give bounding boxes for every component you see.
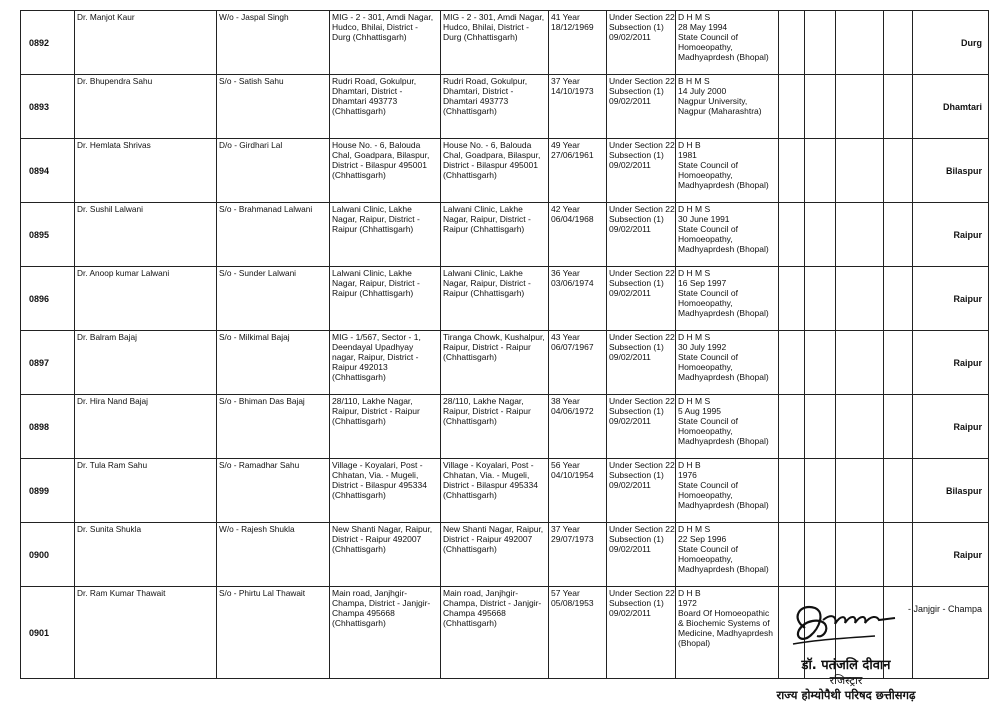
permanent-address-address1: New Shanti Nagar, Raipur, District - Raipur 492007 (Chhattisgarh) — [332, 524, 433, 554]
district-note-janjgir: - Janjgir - Champa — [908, 604, 983, 614]
empty-cell — [836, 523, 884, 587]
registration-section-subsection: Subsection (1) — [609, 214, 664, 224]
qualification-board: State Council of Homoeopathy, Madhyaprdesh (Bhopal) — [678, 224, 769, 254]
relation — [217, 587, 330, 679]
practice-address — [441, 139, 549, 203]
practitioner-name-name: Dr. Manjot Kaur — [77, 12, 135, 22]
district-district: Dhamtari — [942, 101, 982, 112]
empty-cell — [836, 11, 884, 75]
practice-address — [441, 11, 549, 75]
qualification — [676, 331, 779, 395]
practice-address-address2: 28/110, Lakhe Nagar, Raipur, District - Raipur (Chhattisgarh) — [443, 396, 531, 426]
age-dob — [549, 139, 607, 203]
reg-number — [21, 203, 75, 267]
practice-address — [441, 459, 549, 523]
age-dob — [549, 523, 607, 587]
district — [913, 331, 989, 395]
permanent-address-address1: Lalwani Clinic, Lakhe Nagar, Raipur, District - Raipur (Chhattisgarh) — [332, 268, 420, 298]
registration-section-reg-date: 09/02/2011 — [609, 352, 651, 362]
registration-section-subsection: Subsection (1) — [609, 86, 664, 96]
empty-cell — [884, 267, 913, 331]
age-dob-dob: 27/06/1961 — [551, 150, 594, 160]
registration-section-reg-date: 09/02/2011 — [609, 416, 651, 426]
registration-section-section: Under Section 22 — [609, 588, 675, 598]
table-row — [21, 459, 989, 523]
relation-relation: D/o - Girdhari Lal — [219, 140, 283, 150]
age-dob — [549, 11, 607, 75]
qualification — [676, 267, 779, 331]
qualification — [676, 11, 779, 75]
relation-relation: S/o - Phirtu Lal Thawait — [219, 588, 306, 598]
permanent-address — [330, 459, 441, 523]
practitioner-name-name: Dr. Hemlata Shrivas — [77, 140, 151, 150]
registration-section-subsection: Subsection (1) — [609, 22, 664, 32]
empty-cell — [805, 139, 836, 203]
age-dob-age: 38 Year — [551, 396, 580, 406]
empty-cell — [836, 75, 884, 139]
registration-section-section: Under Section 22 — [609, 76, 675, 86]
practitioner-name — [75, 267, 217, 331]
permanent-address-address1: 28/110, Lakhe Nagar, Raipur, District - Raipur (Chhattisgarh) — [332, 396, 420, 426]
empty-cell — [779, 203, 805, 267]
relation — [217, 331, 330, 395]
registration-section-section: Under Section 22 — [609, 524, 675, 534]
empty-cell — [805, 459, 836, 523]
age-dob — [549, 395, 607, 459]
empty-cell — [836, 459, 884, 523]
relation-relation: S/o - Ramadhar Sahu — [219, 460, 300, 470]
relation — [217, 459, 330, 523]
age-dob-age: 42 Year — [551, 204, 580, 214]
qualification-qual-date: 22 Sep 1996 — [678, 534, 727, 544]
table-row — [21, 203, 989, 267]
practice-address-address2: New Shanti Nagar, Raipur, District - Raipur 492007 (Chhattisgarh) — [443, 524, 544, 554]
qualification-qualification: D H B — [678, 588, 701, 598]
qualification-board: State Council of Homoeopathy, Madhyaprdesh (Bhopal) — [678, 544, 769, 574]
practitioner-name — [75, 139, 217, 203]
registration-section-section: Under Section 22 — [609, 268, 675, 278]
qualification — [676, 459, 779, 523]
permanent-address-address1: MIG - 1/567, Sector - 1, Deendayal Upadhyay nagar, Raipur, District - Raipur 492013 (Chhattisgarh) — [332, 332, 421, 382]
district-district: Raipur — [953, 293, 982, 304]
qualification-board: Nagpur University, Nagpur (Maharashtra) — [678, 96, 762, 116]
registration-section-reg-date: 09/02/2011 — [609, 224, 651, 234]
district-district: Raipur — [953, 229, 982, 240]
district — [913, 459, 989, 523]
registration-section-subsection: Subsection (1) — [609, 278, 664, 288]
practitioner-name-name: Dr. Sushil Lalwani — [77, 204, 143, 214]
table-row — [21, 395, 989, 459]
qualification-qualification: D H M S — [678, 524, 711, 534]
empty-cell — [836, 331, 884, 395]
age-dob — [549, 267, 607, 331]
empty-cell — [779, 331, 805, 395]
practitioner-name — [75, 11, 217, 75]
practitioner-name — [75, 203, 217, 267]
permanent-address-address1: House No. - 6, Balouda Chal, Goadpara, Bilaspur, District - Bilaspur 495001 (Chhattisgarh) — [332, 140, 430, 180]
reg-number-no: 0893 — [29, 101, 50, 112]
permanent-address — [330, 331, 441, 395]
age-dob-dob: 18/12/1969 — [551, 22, 594, 32]
reg-number-no: 0901 — [29, 627, 50, 638]
empty-cell — [884, 139, 913, 203]
age-dob-age: 57 Year — [551, 588, 580, 598]
registration-section-reg-date: 09/02/2011 — [609, 544, 651, 554]
reg-number — [21, 75, 75, 139]
practitioner-name — [75, 331, 217, 395]
practitioner-name-name: Dr. Ram Kumar Thawait — [77, 588, 166, 598]
relation — [217, 395, 330, 459]
district — [913, 523, 989, 587]
relation-relation: S/o - Brahmanad Lalwani — [219, 204, 313, 214]
practitioner-name-name: Dr. Hira Nand Bajaj — [77, 396, 149, 406]
age-dob — [549, 459, 607, 523]
district — [913, 139, 989, 203]
table-row — [21, 139, 989, 203]
empty-cell — [884, 11, 913, 75]
registration-section-subsection: Subsection (1) — [609, 150, 664, 160]
registration-section-reg-date: 09/02/2011 — [609, 288, 651, 298]
empty-cell — [836, 267, 884, 331]
practitioner-name — [75, 459, 217, 523]
practice-address-address2: Village - Koyalari, Post - Chhatan, Via. - Mugeli, District - Bilaspur 495334 (Chhattisgarh) — [443, 460, 538, 500]
registration-section-reg-date: 09/02/2011 — [609, 608, 651, 618]
reg-number-no: 0899 — [29, 485, 50, 496]
district-district: Raipur — [953, 421, 982, 432]
empty-cell — [779, 75, 805, 139]
registrar-title: रजिस्ट्रार — [829, 674, 863, 687]
age-dob-dob: 05/08/1953 — [551, 598, 594, 608]
qualification-board: State Council of Homoeopathy, Madhyaprdesh (Bhopal) — [678, 160, 769, 190]
table-row — [21, 267, 989, 331]
relation-relation: W/o - Jaspal Singh — [219, 12, 289, 22]
permanent-address — [330, 75, 441, 139]
age-dob-dob: 14/10/1973 — [551, 86, 594, 96]
qualification-qualification: B H M S — [678, 76, 710, 86]
registration-section — [607, 587, 676, 679]
empty-cell — [836, 139, 884, 203]
qualification-qualification: D H M S — [678, 204, 711, 214]
qualification-board: Board Of Homoeopathic & Biochemic Systems of Medicine, Madhyaprdesh (Bhopal) — [678, 608, 773, 648]
qualification-board: State Council of Homoeopathy, Madhyaprdesh (Bhopal) — [678, 480, 769, 510]
qualification-qual-date: 5 Aug 1995 — [678, 406, 722, 416]
registration-section-section: Under Section 22 — [609, 204, 675, 214]
empty-cell — [884, 523, 913, 587]
empty-cell — [836, 203, 884, 267]
practice-address-address2: House No. - 6, Balouda Chal, Goadpara, Bilaspur, District - Bilaspur 495001 (Chhattisgarh) — [443, 140, 541, 180]
reg-number — [21, 459, 75, 523]
reg-number — [21, 331, 75, 395]
district — [913, 11, 989, 75]
registration-section-reg-date: 09/02/2011 — [609, 160, 651, 170]
age-dob-dob: 06/07/1967 — [551, 342, 594, 352]
registration-section-reg-date: 09/02/2011 — [609, 96, 651, 106]
registration-section-reg-date: 09/02/2011 — [609, 480, 651, 490]
qualification — [676, 203, 779, 267]
relation-relation: W/o - Rajesh Shukla — [219, 524, 295, 534]
age-dob — [549, 203, 607, 267]
registration-section — [607, 75, 676, 139]
relation-relation: S/o - Satish Sahu — [219, 76, 284, 86]
empty-cell — [779, 11, 805, 75]
reg-number — [21, 523, 75, 587]
practitioner-name-name: Dr. Bhupendra Sahu — [77, 76, 153, 86]
registration-section — [607, 203, 676, 267]
register-sheet — [20, 10, 988, 679]
reg-number — [21, 395, 75, 459]
empty-cell — [884, 75, 913, 139]
relation — [217, 203, 330, 267]
relation — [217, 139, 330, 203]
district-district: Bilaspur — [945, 485, 982, 496]
qualification-qual-date: 30 July 1992 — [678, 342, 727, 352]
qualification-qualification: D H M S — [678, 268, 711, 278]
age-dob-dob: 04/10/1954 — [551, 470, 594, 480]
qualification-board: State Council of Homoeopathy, Madhyaprdesh (Bhopal) — [678, 32, 769, 62]
registration-section-section: Under Section 22 — [609, 396, 675, 406]
practitioner-name-name: Dr. Tula Ram Sahu — [77, 460, 148, 470]
practice-address — [441, 523, 549, 587]
reg-number — [21, 587, 75, 679]
practice-address-address2: Rudri Road, Gokulpur, Dhamtari, District - Dhamtari 493773 (Chhattisgarh) — [443, 76, 528, 116]
qualification-qual-date: 28 May 1994 — [678, 22, 728, 32]
qualification-qualification: D H M S — [678, 396, 711, 406]
practice-address-address2: Lalwani Clinic, Lakhe Nagar, Raipur, District - Raipur (Chhattisgarh) — [443, 204, 531, 234]
registration-section — [607, 331, 676, 395]
district-district: Bilaspur — [945, 165, 982, 176]
qualification-qual-date: 1976 — [678, 470, 697, 480]
age-dob-age: 49 Year — [551, 140, 580, 150]
relation-relation: S/o - Bhiman Das Bajaj — [219, 396, 305, 406]
relation — [217, 267, 330, 331]
district — [913, 395, 989, 459]
empty-cell — [836, 395, 884, 459]
registration-section-section: Under Section 22 — [609, 140, 675, 150]
registration-section — [607, 395, 676, 459]
qualification-qual-date: 16 Sep 1997 — [678, 278, 727, 288]
register-table — [20, 10, 989, 679]
practice-address — [441, 331, 549, 395]
registration-section-subsection: Subsection (1) — [609, 598, 664, 608]
reg-number-no: 0900 — [29, 549, 50, 560]
qualification-qualification: D H B — [678, 460, 701, 470]
empty-cell — [779, 395, 805, 459]
practice-address-address2: MIG - 2 - 301, Amdi Nagar, Hudco, Bhilai, District - Durg (Chhattisgarh) — [443, 12, 545, 42]
registration-section-subsection: Subsection (1) — [609, 470, 664, 480]
registration-section-subsection: Subsection (1) — [609, 342, 664, 352]
reg-number — [21, 267, 75, 331]
age-dob — [549, 75, 607, 139]
empty-cell — [779, 267, 805, 331]
reg-number — [21, 139, 75, 203]
age-dob-age: 41 Year — [551, 12, 580, 22]
relation — [217, 75, 330, 139]
practice-address — [441, 395, 549, 459]
district — [913, 75, 989, 139]
qualification-qualification: D H M S — [678, 12, 711, 22]
relation — [217, 523, 330, 587]
relation — [217, 11, 330, 75]
qualification-qual-date: 14 July 2000 — [678, 86, 727, 96]
qualification — [676, 75, 779, 139]
permanent-address — [330, 395, 441, 459]
practitioner-name — [75, 395, 217, 459]
registration-section-section: Under Section 22 — [609, 12, 675, 22]
empty-cell — [779, 459, 805, 523]
empty-cell — [884, 395, 913, 459]
empty-cell — [884, 203, 913, 267]
practitioner-name — [75, 523, 217, 587]
registrar-block — [746, 658, 946, 702]
practice-address-address2: Tiranga Chowk, Kushalpur, Raipur, District - Raipur (Chhattisgarh) — [443, 332, 545, 362]
practitioner-name — [75, 587, 217, 679]
permanent-address — [330, 523, 441, 587]
relation-relation: S/o - Milkimal Bajaj — [219, 332, 290, 342]
practice-address — [441, 203, 549, 267]
age-dob — [549, 331, 607, 395]
age-dob-age: 37 Year — [551, 76, 580, 86]
empty-cell — [805, 203, 836, 267]
empty-cell — [779, 523, 805, 587]
registrar-office: राज्य होम्योपैथी परिषद छत्तीसगढ़ — [776, 688, 916, 702]
district-district: Raipur — [953, 549, 982, 560]
empty-cell — [884, 459, 913, 523]
empty-cell — [805, 523, 836, 587]
reg-number-no: 0896 — [29, 293, 50, 304]
register-rows — [21, 11, 989, 679]
registration-section — [607, 11, 676, 75]
age-dob-age: 56 Year — [551, 460, 580, 470]
permanent-address-address1: MIG - 2 - 301, Amdi Nagar, Hudco, Bhilai, District - Durg (Chhattisgarh) — [332, 12, 434, 42]
table-row — [21, 331, 989, 395]
qualification-qual-date: 30 June 1991 — [678, 214, 730, 224]
registration-section-reg-date: 09/02/2011 — [609, 32, 651, 42]
registration-section — [607, 459, 676, 523]
district-district: Raipur — [953, 357, 982, 368]
permanent-address — [330, 11, 441, 75]
reg-number-no: 0892 — [29, 37, 50, 48]
registration-section-subsection: Subsection (1) — [609, 406, 664, 416]
qualification — [676, 395, 779, 459]
empty-cell — [884, 331, 913, 395]
table-row — [21, 11, 989, 75]
district-district: Durg — [961, 37, 982, 48]
age-dob-dob: 04/06/1972 — [551, 406, 594, 416]
age-dob-age: 37 Year — [551, 524, 580, 534]
qualification-qualification: D H M S — [678, 332, 711, 342]
age-dob-age: 36 Year — [551, 268, 580, 278]
practitioner-name-name: Dr. Sunita Shukla — [77, 524, 142, 534]
qualification-board: State Council of Homoeopathy, Madhyaprdesh (Bhopal) — [678, 288, 769, 318]
empty-cell — [805, 395, 836, 459]
practitioner-name-name: Dr. Balram Bajaj — [77, 332, 137, 342]
age-dob-age: 43 Year — [551, 332, 580, 342]
empty-cell — [805, 75, 836, 139]
reg-number — [21, 11, 75, 75]
practitioner-name — [75, 75, 217, 139]
qualification — [676, 523, 779, 587]
qualification — [676, 139, 779, 203]
practice-address-address2: Main road, Janjhgir-Champa, District - Janjgir-Champa 495668 (Chhattisgarh) — [443, 588, 542, 628]
permanent-address — [330, 203, 441, 267]
permanent-address-address1: Rudri Road, Gokulpur, Dhamtari, District - Dhamtari 493773 (Chhattisgarh) — [332, 76, 417, 116]
qualification-qual-date: 1981 — [678, 150, 697, 160]
registration-section-section: Under Section 22 — [609, 332, 675, 342]
table-row — [21, 523, 989, 587]
qualification-qualification: D H B — [678, 140, 701, 150]
district — [913, 203, 989, 267]
age-dob — [549, 587, 607, 679]
practitioner-name-name: Dr. Anoop kumar Lalwani — [77, 268, 170, 278]
empty-cell — [805, 11, 836, 75]
registration-section-section: Under Section 22 — [609, 460, 675, 470]
permanent-address — [330, 267, 441, 331]
age-dob-dob: 03/06/1974 — [551, 278, 594, 288]
registrar-name: डॉ. पतंजलि दीवान — [801, 658, 891, 673]
permanent-address — [330, 587, 441, 679]
qualification-qual-date: 1972 — [678, 598, 697, 608]
permanent-address-address1: Main road, Janjhgir-Champa, District - Janjgir-Champa 495668 (Chhattisgarh) — [332, 588, 431, 628]
district — [913, 267, 989, 331]
qualification-board: State Council of Homoeopathy, Madhyaprdesh (Bhopal) — [678, 352, 769, 382]
practice-address — [441, 75, 549, 139]
practice-address — [441, 267, 549, 331]
empty-cell — [805, 267, 836, 331]
registration-section-subsection: Subsection (1) — [609, 534, 664, 544]
permanent-address — [330, 139, 441, 203]
age-dob-dob: 29/07/1973 — [551, 534, 594, 544]
reg-number-no: 0895 — [29, 229, 50, 240]
qualification-board: State Council of Homoeopathy, Madhyaprdesh (Bhopal) — [678, 416, 769, 446]
practice-address — [441, 587, 549, 679]
reg-number-no: 0898 — [29, 421, 50, 432]
relation-relation: S/o - Sunder Lalwani — [219, 268, 297, 278]
permanent-address-address1: Lalwani Clinic, Lakhe Nagar, Raipur, District - Raipur (Chhattisgarh) — [332, 204, 420, 234]
empty-cell — [805, 331, 836, 395]
registrar-signature — [785, 598, 900, 650]
reg-number-no: 0894 — [29, 165, 50, 176]
registration-section — [607, 523, 676, 587]
practice-address-address2: Lalwani Clinic, Lakhe Nagar, Raipur, District - Raipur (Chhattisgarh) — [443, 268, 531, 298]
reg-number-no: 0897 — [29, 357, 50, 368]
table-row — [21, 75, 989, 139]
permanent-address-address1: Village - Koyalari, Post - Chhatan, Via. - Mugeli, District - Bilaspur 495334 (Chhattisgarh) — [332, 460, 427, 500]
age-dob-dob: 06/04/1968 — [551, 214, 594, 224]
registration-section — [607, 267, 676, 331]
registration-section — [607, 139, 676, 203]
empty-cell — [779, 139, 805, 203]
